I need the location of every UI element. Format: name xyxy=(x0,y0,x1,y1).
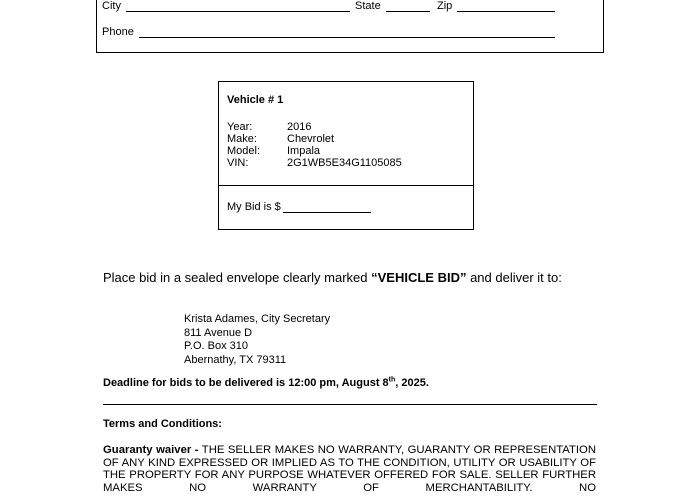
state-field[interactable] xyxy=(386,11,430,12)
spec-key: Year: xyxy=(227,121,253,133)
guaranty-heading: Guaranty waiver - xyxy=(103,444,199,456)
instructions-suffix: and deliver it to: xyxy=(466,270,562,285)
address-line: 811 Avenue D xyxy=(184,326,253,339)
spec-value: Chevrolet xyxy=(287,133,335,145)
vehicle-specs xyxy=(227,121,402,169)
delivery-instructions xyxy=(103,270,562,285)
my-bid-label: My Bid is $ xyxy=(227,201,281,213)
guaranty-waiver xyxy=(103,444,596,494)
deadline-ordinal: th xyxy=(388,376,396,384)
city-field[interactable] xyxy=(126,11,350,12)
spec-model xyxy=(227,145,402,157)
address-line: Krista Adames, City Secretary xyxy=(184,313,331,325)
address-line: P.O. Box 310 xyxy=(184,340,249,352)
instructions-prefix: Place bid in a sealed envelope clearly marked xyxy=(103,270,372,285)
state-label: State xyxy=(355,0,381,12)
bid-deadline xyxy=(103,377,429,389)
deadline-year: , 2025. xyxy=(395,377,429,389)
vehicle-bid-mark: “VEHICLE BID” xyxy=(371,270,467,285)
delivery-address xyxy=(184,313,330,367)
spec-value: Impala xyxy=(287,145,321,157)
zip-field[interactable] xyxy=(457,11,555,12)
vehicle-box-divider xyxy=(219,185,473,186)
deadline-text: Deadline for bids to be delivered is 12:00 pm, August 8 xyxy=(103,377,389,389)
spec-key: Make: xyxy=(227,133,257,145)
phone-label: Phone xyxy=(102,26,134,38)
spec-key: VIN: xyxy=(227,157,249,169)
address-line: Abernathy, TX 79311 xyxy=(184,353,287,366)
vehicle-title: Vehicle # 1 xyxy=(227,94,284,106)
city-label: City xyxy=(102,0,121,12)
spec-value: 2G1WB5E34G1105085 xyxy=(287,157,402,169)
bidder-contact-box xyxy=(96,0,604,53)
section-divider xyxy=(103,404,597,405)
spec-make xyxy=(227,133,402,145)
spec-vin xyxy=(227,157,402,169)
guaranty-text: THE SELLER MAKES NO WARRANTY, GUARANTY OR REPRESENTATION OF ANY KIND EXPRESSED OR IMPLIED AS TO THE CONDITION, UTILITY OR USABILITY OF THE PROPERTY FOR ANY PURPOSE WHATEVER OFFERED FOR SALE. SELLER FURTHER MAKES NO WARRANTY OF MERCHANTABILITY. NO xyxy=(103,444,596,494)
terms-title: Terms and Conditions: xyxy=(103,418,222,430)
vehicle-box xyxy=(218,81,474,230)
bid-amount-field[interactable] xyxy=(283,212,371,213)
spec-year xyxy=(227,121,402,133)
zip-label: Zip xyxy=(437,0,453,12)
spec-key: Model: xyxy=(227,145,261,157)
phone-field[interactable] xyxy=(139,37,555,38)
spec-value: 2016 xyxy=(287,121,312,133)
